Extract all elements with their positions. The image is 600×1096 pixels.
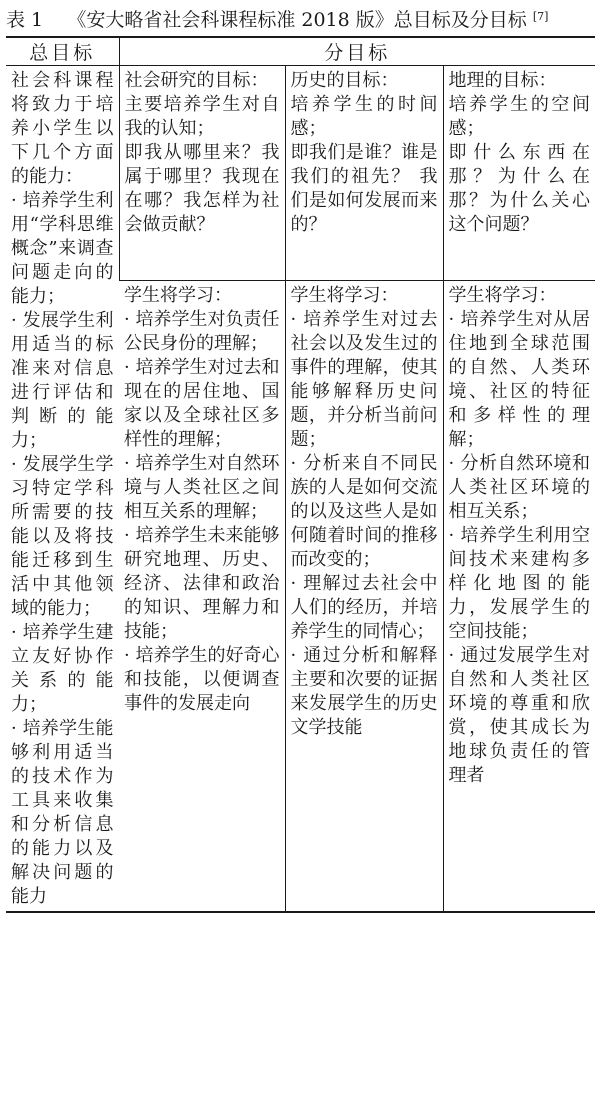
cell-geography-goal (443, 66, 595, 281)
total-goal-item: · 培养学生利用“学科思维概念”来调查问题走向的能力； (11, 190, 114, 307)
geography-goal-text: 培养学生的空间感； (448, 94, 590, 139)
history-goal-questions: 即我们是谁？谁是我们的祖先？ 我们是如何发展而来的？ (290, 142, 438, 235)
cell-geography-learn (443, 281, 595, 912)
total-goal-item: · 发展学生学习特定学科所需要的技能以及将技能迁移到生活中其他领域的能力； (11, 454, 114, 619)
social-learn-item: · 培养学生对过去和现在的居住地、国家以及全球社区多样性的理解； (124, 357, 280, 451)
history-learn-item: · 通过分析和解释主要和次要的证据来发展学生的历史文学技能 (290, 645, 438, 739)
table-row-goals (6, 66, 595, 281)
social-learn-item: · 培养学生的好奇心和技能，以便调查事件的发展走向 (124, 645, 280, 715)
geography-learn-item: · 分析自然环境和人类社区环境的相互关系； (448, 453, 590, 523)
history-goal-text: 培养学生的时间感； (290, 94, 438, 139)
caption-label: 表 1 (6, 9, 44, 31)
goals-table (6, 36, 595, 913)
geography-learn-heading: 学生将学习： (448, 285, 557, 307)
cell-history-goal (285, 66, 443, 281)
geography-goal-questions: 即什么东西在那？为什么在那？为什么关心这个问题？ (448, 142, 590, 235)
history-learn-item: · 理解过去社会中人们的经历，并培养学生的同情心； (290, 573, 438, 643)
social-goal-text: 主要培养学生对自我的认知； (124, 94, 280, 139)
history-learn-item: · 培养学生对过去社会以及发生过的事件的理解，使其能够解释历史问题，并分析当前问题； (290, 309, 438, 451)
social-learn-item: · 培养学生对负责任公民身份的理解； (124, 309, 280, 355)
table-header-row (6, 37, 595, 66)
history-learn-heading: 学生将学习： (290, 285, 399, 307)
caption-reference: [7] (532, 10, 549, 23)
total-goal-item: · 发展学生利用适当的标准来对信息进行评估和判断的能力； (11, 310, 114, 451)
geography-goal-heading: 地理的目标： (448, 70, 557, 91)
total-goal-item: · 培养学生能够利用适当的技术作为工具来收集和分析信息的能力以及解决问题的能力 (11, 718, 114, 907)
geography-learn-item: · 培养学生利用空间技术来建构多样化地图的能力，发展学生的空间技能； (448, 525, 590, 643)
geography-learn-item: · 培养学生对从居住地到全球范围的自然、人类环境、社区的特征和多样性的理解； (448, 309, 590, 451)
cell-history-learn (285, 281, 443, 912)
caption-title: 《安大略省社会科课程标准 2018 版》总目标及分目标 (67, 9, 527, 31)
social-goal-questions: 即我从哪里来？我属于哪里？我现在在哪？我怎样为社会做贡献？ (124, 142, 280, 235)
table-caption (6, 6, 596, 34)
cell-social-learn (119, 281, 285, 912)
header-total-goal: 总目标 (6, 37, 119, 66)
social-goal-heading: 社会研究的目标： (124, 70, 269, 91)
cell-social-goal (119, 66, 285, 281)
header-sub-goal: 分目标 (119, 37, 595, 66)
history-goal-heading: 历史的目标： (290, 70, 399, 91)
social-learn-heading: 学生将学习： (124, 285, 232, 307)
social-learn-item: · 培养学生未来能够研究地理、历史、经济、法律和政治的知识、理解力和技能； (124, 525, 280, 643)
geography-learn-item: · 通过发展学生对自然和人类社区环境的尊重和欣赏，使其成长为地球负责任的管理者 (448, 645, 590, 787)
social-learn-item: · 培养学生对自然环境与人类社区之间相互关系的理解； (124, 453, 280, 523)
total-goal-item: · 培养学生建立友好协作关系的能力； (11, 622, 114, 715)
cell-total-goal (6, 66, 119, 913)
total-goal-intro: 社会科课程将致力于培养小学生以下几个方面的能力： (11, 70, 114, 187)
history-learn-item: · 分析来自不同民族的人是如何交流的以及这些人是如何随着时间的推移而改变的； (290, 453, 438, 571)
